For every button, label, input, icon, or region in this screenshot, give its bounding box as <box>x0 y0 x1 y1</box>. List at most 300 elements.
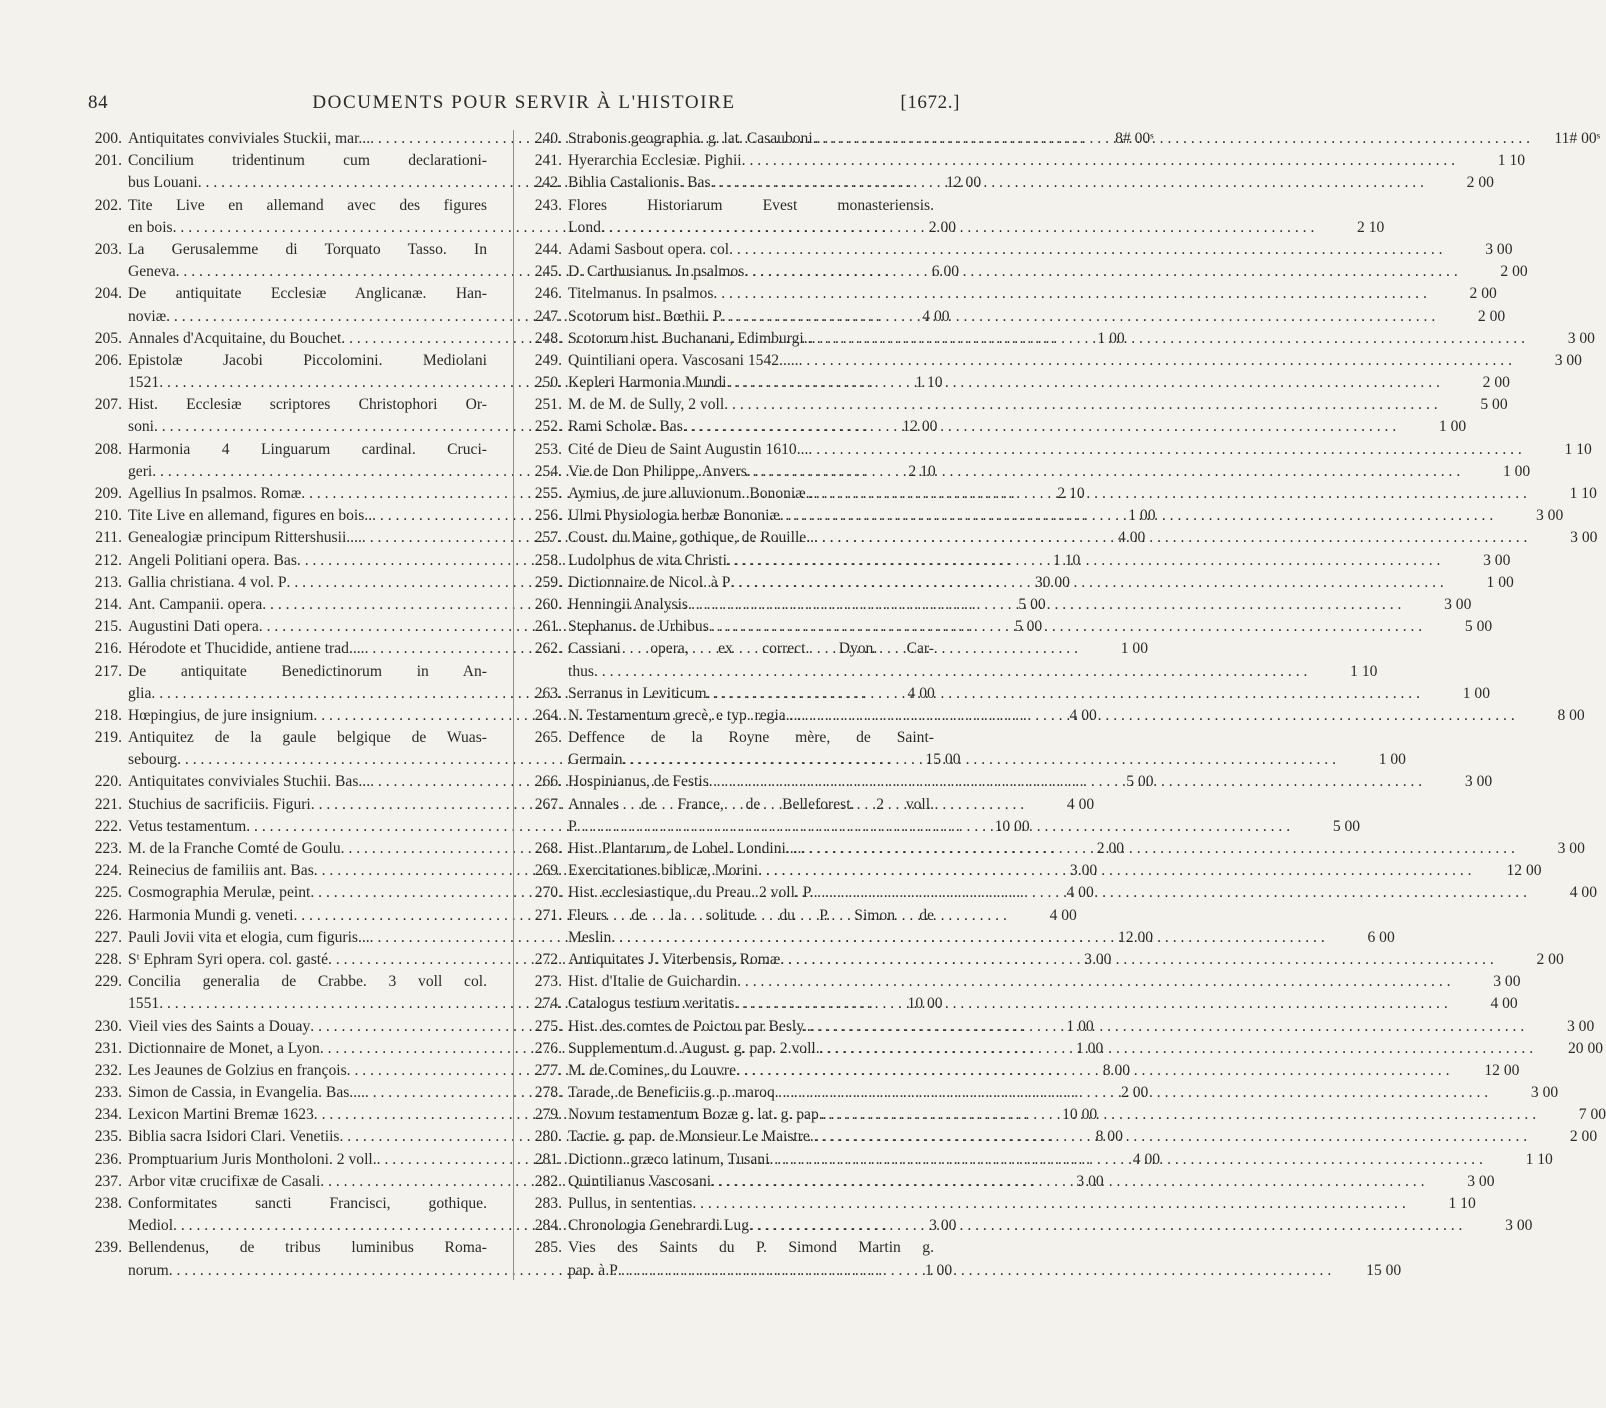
entry-price: 3 00 <box>1570 529 1598 547</box>
entry-title: D. Carthusianus. In psalmos <box>568 263 745 281</box>
entry-price: 1 00 <box>1438 418 1467 436</box>
entry-number: 264. <box>534 706 562 724</box>
entry-number: 232. <box>94 1061 122 1079</box>
entry-title: Conformitates sancti Francisci, gothique. <box>128 1195 487 1212</box>
entry-number: 279. <box>534 1106 562 1124</box>
entry-price: 3 00 <box>1483 551 1511 569</box>
catalog-entry <box>522 439 1592 461</box>
entry-title: bus Louani <box>128 174 198 192</box>
entry-title: Antiquitates conviviales Stuckii, mar... <box>128 130 371 147</box>
entry-price: 1 00 <box>1128 507 1156 525</box>
entry-price: 2 10 <box>1357 218 1385 236</box>
entry-number: 273. <box>534 973 562 991</box>
leader-dots <box>817 128 1530 150</box>
entry-price: 2 00 <box>928 218 957 236</box>
entry-price: 10 00 <box>907 995 943 1013</box>
catalog-entry <box>522 1171 1495 1193</box>
entry-price: 6 00 <box>1367 928 1395 946</box>
entry-number: 261. <box>534 618 562 636</box>
catalog-entry <box>522 150 1526 172</box>
leader-dots <box>727 372 1440 394</box>
entry-price: 20 00 <box>1568 1039 1604 1057</box>
entry-number: 252. <box>534 418 562 436</box>
entry-number: 235. <box>94 1128 122 1146</box>
entry-title: Biblia sacra Isidori Clari. Venetiis <box>128 1128 340 1146</box>
entry-number: 241. <box>534 152 562 170</box>
leader-dots <box>713 283 1426 305</box>
entry-number: 258. <box>534 551 562 569</box>
entry-number: 215. <box>94 618 122 636</box>
entry-title: Tarade, de Beneficiis g. p. maroq <box>568 1084 775 1102</box>
leader-dots <box>594 661 1307 683</box>
catalog-entry <box>522 350 1582 372</box>
entry-title: Lexicon Martini Bremæ 1623 <box>128 1106 314 1124</box>
entry-title: Chronologia Genebrardi Lug <box>568 1217 750 1235</box>
leader-dots <box>729 239 1442 261</box>
catalog-entry <box>522 993 1518 1015</box>
entry-title: Angeli Politiani opera. Bas <box>128 551 297 569</box>
entry-title: Tite Live en allemand, figures en bois.. <box>128 507 373 525</box>
entry-price: 5 00 <box>1018 595 1046 613</box>
entry-title: Vies des Saints du P. Simond Martin g. <box>568 1239 934 1257</box>
entry-number: 217. <box>94 662 122 680</box>
entry-title: Exercitationes biblicæ, Morini <box>568 862 759 880</box>
entry-price: 4 00 <box>1066 795 1095 813</box>
entry-number: 274. <box>534 995 562 1013</box>
entry-price: 2 00 <box>1469 285 1497 303</box>
entry-number: 283. <box>534 1195 562 1212</box>
entry-title: Vieil vies des Saints a Douay <box>128 1017 311 1035</box>
entry-number: 236. <box>94 1150 122 1168</box>
catalog-entry <box>522 239 1513 261</box>
entry-price: 1 10 <box>1350 662 1378 680</box>
entry-title: Rami Scholæ. Bas <box>568 418 683 436</box>
catalog-entry <box>522 1193 1476 1215</box>
entry-price: 2 00 <box>1569 1128 1598 1146</box>
entry-title: Dictionnaire de Monet, a Lyon <box>128 1039 320 1057</box>
entry-title: Simon de Cassia, in Evangelia. Bas.... <box>128 1084 365 1102</box>
entry-number: 228. <box>94 950 122 968</box>
leader-dots <box>823 1104 1536 1126</box>
entry-title: Antiquitez de la gaule belgique de Wuas- <box>128 729 487 747</box>
entry-number: 212. <box>94 551 122 569</box>
entry-number: 257. <box>534 529 562 547</box>
entry-price: 8 00 <box>1102 1061 1131 1079</box>
catalog-entry <box>522 394 1508 416</box>
entry-title: Les Jeaunes de Golzius en françois <box>128 1061 347 1079</box>
entry-price: 1 10 <box>1569 485 1597 502</box>
entry-number: 259. <box>534 573 562 591</box>
entry-title: Mediol <box>128 1217 174 1235</box>
entry-title: M. de M. de Sully, 2 voll <box>568 396 725 414</box>
entry-price: 5 00 <box>1464 618 1493 636</box>
entry-number: 242. <box>534 174 562 192</box>
entry-price: 3 00 <box>1493 973 1521 991</box>
entry-title: Reinecius de familiis ant. Bas <box>128 862 314 880</box>
entry-title: Vetus testamentum <box>128 817 247 835</box>
entry-price: 4 00 <box>1066 884 1094 902</box>
entry-price: 1 00 <box>1097 329 1125 347</box>
entry-price: 12 00 <box>1506 862 1542 880</box>
leader-dots <box>801 838 1514 860</box>
catalog-entry <box>522 616 1493 638</box>
entry-title: Pullus, in sententias <box>568 1195 693 1212</box>
entry-title: La Gerusalemme di Torquato Tasso. In <box>128 240 487 258</box>
entry-number: 272. <box>534 950 562 968</box>
entry-title: Hœpingius, de jure insignium <box>128 706 314 724</box>
entry-title: en bois <box>128 218 173 236</box>
entry-number: 270. <box>534 884 562 902</box>
entry-title: N. Testamentum grecè, e typ. regia.... <box>568 706 802 724</box>
leader-dots <box>813 483 1526 505</box>
leader-dots <box>742 150 1455 172</box>
entry-number: 213. <box>94 573 122 591</box>
entry-title: Pauli Jovii vita et elogia, cum figuris... <box>128 928 370 946</box>
entry-title: soni <box>128 418 154 436</box>
entry-title: Augustini Dati opera <box>128 618 259 636</box>
entry-price: 4 00 <box>1118 529 1146 547</box>
entry-price: 10 00 <box>1062 1106 1098 1124</box>
entry-title: Meslin <box>568 928 612 946</box>
entry-number: 285. <box>534 1239 562 1257</box>
entry-price: 15 00 <box>1366 1261 1402 1279</box>
entry-price: 3 00 <box>1485 240 1513 258</box>
leader-dots <box>814 527 1527 549</box>
entry-price: 2 10 <box>1057 485 1085 502</box>
entry-price: 8 00 <box>1095 1128 1123 1146</box>
entry-price: 2 00 <box>1500 263 1528 281</box>
leader-dots <box>727 550 1440 572</box>
entry-number: 246. <box>534 285 562 303</box>
entry-price: 2 00 <box>1121 1084 1149 1102</box>
entry-number: 203. <box>94 240 122 258</box>
entry-price: 12 00 <box>902 418 938 436</box>
leader-dots <box>618 1260 1331 1282</box>
entry-number: 204. <box>94 285 122 303</box>
entry-title: Scotorum hist. Bœthii. P <box>568 307 722 325</box>
entry-price: 3 00 <box>1464 773 1493 791</box>
leader-dots <box>811 1016 1524 1038</box>
entry-title: Quintiliani opera. Vascosani 1542..... <box>568 351 799 369</box>
entry-number: 240. <box>534 130 562 147</box>
entry-price: 3 00 <box>1467 1172 1495 1190</box>
entry-price: 4 00 <box>907 684 935 702</box>
leader-dots <box>808 439 1521 461</box>
entry-number: 255. <box>534 485 562 502</box>
entry-title: Hospinianus, de Festis <box>568 773 709 791</box>
leader-dots <box>814 1126 1527 1148</box>
entry-title: Hyerarchia Ecclesiæ. Pighii <box>568 152 742 170</box>
catalog-entry <box>82 816 1030 838</box>
catalog-entry <box>522 416 1467 438</box>
leader-dots <box>692 1193 1405 1215</box>
entry-title: Epistolæ Jacobi Piccolomini. Mediolani <box>128 351 487 369</box>
entry-number: 202. <box>94 196 122 214</box>
leader-dots <box>780 949 1493 971</box>
entry-number: 271. <box>534 906 562 924</box>
entry-price: 1 10 <box>1053 551 1081 569</box>
entry-title: Tite Live en allemand avec des figures <box>128 196 487 214</box>
entry-title: M. de la Franche Comté de Goulu <box>128 840 341 857</box>
leader-dots <box>724 394 1437 416</box>
entry-number: 245. <box>534 263 562 281</box>
entry-title: Bellendenus, de tribus luminibus Roma- <box>128 1239 487 1257</box>
leader-dots <box>707 683 1420 705</box>
entry-title: noviæ <box>128 307 167 325</box>
leader-dots <box>709 771 1422 793</box>
entry-number: 229. <box>94 973 122 991</box>
entry-title: Catalogus testium veritatis <box>568 995 735 1013</box>
entry-title: Aymius, de jure alluvionum. Bononiæ.. <box>568 485 814 502</box>
entry-title: Hist. d'Italie de Guichardin <box>568 973 738 991</box>
entry-price: 1 10 <box>1564 440 1592 458</box>
entry-number: 218. <box>94 706 122 724</box>
catalog-entry <box>522 461 1531 483</box>
leader-dots <box>688 594 1401 616</box>
entry-title: Promptuarium Juris Montholoni. 2 voll. <box>128 1150 377 1168</box>
entry-price: 1 00 <box>1462 684 1490 702</box>
entry-number: 233. <box>94 1084 122 1102</box>
entry-title: pap. à P <box>568 1261 618 1279</box>
catalog-entry <box>522 1215 1533 1237</box>
leader-dots <box>799 350 1512 372</box>
entry-number: 281. <box>534 1150 562 1168</box>
leader-dots <box>611 927 1324 949</box>
entry-price: 3 00 <box>929 1217 957 1235</box>
entry-title: Ludolphus de vita Christi <box>568 551 727 569</box>
entry-price: 12 00 <box>946 174 982 192</box>
entry-title: Geneva <box>128 263 176 281</box>
entry-number: 224. <box>94 862 122 880</box>
leader-dots <box>711 172 1424 194</box>
entry-number: 278. <box>534 1084 562 1102</box>
leader-dots <box>812 328 1525 350</box>
entry-number: 210. <box>94 507 122 525</box>
entry-price: 2 00 <box>1477 307 1506 325</box>
entry-title: Kepleri Harmonia Mundi <box>568 374 727 392</box>
entry-price: 2 00 <box>1096 840 1125 857</box>
entry-title: Antiquitates conviviales Stuchii. Bas... <box>128 773 371 791</box>
entry-number: 268. <box>534 840 562 857</box>
entry-number: 205. <box>94 329 122 347</box>
entry-price: 3 00 <box>1557 840 1585 857</box>
entry-title: Flores Historiarum Evest monasteriensis. <box>568 196 934 214</box>
leader-dots <box>775 1082 1488 1104</box>
entry-price: 4 00 <box>1069 706 1097 724</box>
leader-dots <box>734 993 1447 1015</box>
entry-number: 238. <box>94 1195 122 1212</box>
entry-price: 1 00 <box>1378 751 1406 769</box>
entry-price: 2 00 <box>1466 174 1494 192</box>
catalog-entry <box>522 882 1597 904</box>
entry-price: 4 00 <box>922 307 950 325</box>
catalog-entry <box>522 372 1510 394</box>
entry-title: Stephanus. de Urbibus <box>568 618 709 636</box>
entry-number: 222. <box>94 817 122 835</box>
entry-title: Cosmographia Merulæ, peint <box>128 884 311 902</box>
entry-price: 5 00 <box>1126 773 1154 791</box>
entry-title: Harmonia 4 Linguarum cardinal. Cruci- <box>128 440 487 458</box>
entry-price: 1 00 <box>1066 1017 1094 1035</box>
entry-price: 30 00 <box>1034 573 1070 591</box>
entry-number: 230. <box>94 1017 122 1035</box>
entry-title: Hist. ecclesiastique, du Preau. 2 voll. P. <box>568 884 814 902</box>
entry-number: 239. <box>94 1239 122 1257</box>
entry-title: Concilia generalia de Crabbe. 3 voll col. <box>128 973 487 991</box>
entry-price: 1 00 <box>1502 462 1531 480</box>
entry-number: 200. <box>94 130 122 147</box>
entry-price: 2 00 <box>1482 374 1510 392</box>
catalog-entry <box>522 971 1521 993</box>
entry-number: 249. <box>534 351 562 369</box>
entry-price: 4 00 <box>1569 884 1597 902</box>
entry-number: 284. <box>534 1217 562 1235</box>
entry-title: thus <box>568 662 594 680</box>
entry-number: 206. <box>94 351 122 369</box>
entry-price: 3 00 <box>1076 1172 1104 1190</box>
entry-price: 1 00 <box>924 1261 953 1279</box>
entry-title: De antiquitate Ecclesiæ Anglicanæ. Han- <box>128 285 487 303</box>
leader-dots <box>749 1215 1462 1237</box>
entry-price: 3 00 <box>1084 950 1112 968</box>
entry-number: 263. <box>534 684 562 702</box>
entry-number: 225. <box>94 884 122 902</box>
leader-dots <box>730 572 1443 594</box>
entry-number: 266. <box>534 773 562 791</box>
entry-price: 3 00 <box>1535 507 1564 525</box>
entry-price: 2 10 <box>908 462 936 480</box>
entry-price: 1 00 <box>1075 1039 1104 1057</box>
entry-price: 1 00 <box>1486 573 1514 591</box>
entry-number: 250. <box>534 374 562 392</box>
entry-price: 7 00 <box>1578 1106 1606 1124</box>
entry-title: Coust. du Maine, gothique, de Rouille.. <box>568 529 815 547</box>
entry-title: Hist. des comtes de Poictou par Besly.. <box>568 1017 811 1035</box>
entry-number: 221. <box>94 795 122 813</box>
entry-title: Dictionn. græco latinum, Tusani <box>568 1150 770 1168</box>
entry-title: 1521 <box>128 374 160 392</box>
entry-price: 11# 00ˢ <box>1554 130 1601 147</box>
leader-dots <box>601 217 1314 239</box>
entry-price: 1 10 <box>915 374 943 392</box>
entry-title: Stuchius de sacrificiis. Figuri <box>128 795 311 813</box>
entry-number: 276. <box>534 1039 562 1057</box>
page-title: DOCUMENTS POUR SERVIR À L'HISTOIRE <box>312 92 736 113</box>
entry-number: 280. <box>534 1128 562 1146</box>
entry-title: norum <box>128 1261 169 1279</box>
page-header <box>88 92 960 122</box>
entry-title: Arbor vitæ crucifixæ de Casali <box>128 1172 321 1190</box>
entry-number: 243. <box>534 196 562 214</box>
entry-number: 231. <box>94 1039 122 1057</box>
entry-title: Hérodote et Thucidide, antiene trad.... <box>128 640 365 658</box>
entry-number: 216. <box>94 640 122 658</box>
page-year: [1672.] <box>900 92 960 113</box>
entry-number: 208. <box>94 440 122 458</box>
entry-number: 282. <box>534 1172 562 1190</box>
entry-number: 201. <box>94 152 122 170</box>
entry-title: M. de Comines, du Louvre <box>568 1061 737 1079</box>
leader-dots <box>820 1038 1533 1060</box>
entry-title: Adami Sasbout opera. col <box>568 240 730 258</box>
leader-dots <box>711 1171 1424 1193</box>
entry-title: Hist. Plantarum, de Lobel. Londini.... <box>568 840 802 857</box>
entry-title: Supplementum d. August. g. pap. 2 voll. <box>568 1039 820 1057</box>
entry-title: 1551 <box>128 995 160 1013</box>
leader-dots <box>758 860 1471 882</box>
leader-dots <box>780 505 1493 527</box>
entry-price: 12 00 <box>1484 1061 1520 1079</box>
entry-title: Annales de France, de Belleforest. 2 voll. <box>568 795 934 813</box>
entry-price: 1 10 <box>1525 1150 1553 1168</box>
entry-number: 209. <box>94 485 122 502</box>
leader-dots <box>577 816 1290 838</box>
entry-title: geri <box>128 462 153 480</box>
entry-title: P <box>568 817 577 835</box>
entry-price: 3 00 <box>1566 1017 1595 1035</box>
leader-dots <box>683 416 1396 438</box>
entry-number: 260. <box>534 595 562 613</box>
entry-number: 265. <box>534 729 562 747</box>
entry-price: 2 00 <box>1536 950 1564 968</box>
entry-number: 248. <box>534 329 562 347</box>
entry-price: 3 00 <box>1554 351 1582 369</box>
entry-price: 1 10 <box>1448 1195 1476 1212</box>
entry-number: 254. <box>534 462 562 480</box>
entry-title: Cassiani opera, ex correct. Dyon. Car- <box>568 640 934 658</box>
catalog-entry <box>522 683 1490 705</box>
entry-title: Germain <box>568 751 623 769</box>
entry-title: Dictionnaire de Nicol. à P <box>568 573 731 591</box>
entry-title: Harmonia Mundi g. veneti <box>128 906 294 924</box>
entry-title: Quintilianus Vascosani <box>568 1172 712 1190</box>
entry-title: Titelmanus. In psalmos <box>568 285 714 303</box>
entry-price: 4 00 <box>1490 995 1518 1013</box>
entry-title: Concilium tridentinum cum declarationi- <box>128 152 487 170</box>
leader-dots <box>801 705 1514 727</box>
entry-title: Sᵗ Ephram Syri opera. col. gasté <box>128 950 329 968</box>
entry-number: 253. <box>534 440 562 458</box>
entry-title: sebourg <box>128 751 178 769</box>
entry-price: 8# 00ˢ <box>1115 130 1154 147</box>
column-divider <box>513 130 514 1280</box>
entry-title: Tactie. g. pap. de Monsieur Le Maistre. <box>568 1128 814 1146</box>
entry-title: Hist. Ecclesiæ scriptores Christophori Or- <box>128 396 487 414</box>
leader-dots <box>747 461 1460 483</box>
entry-title: Annales d'Acquitaine, du Bouchet <box>128 329 342 347</box>
entry-number: 275. <box>534 1017 562 1035</box>
entry-title: Fleurs de la solitude du P. Simon de <box>568 906 934 924</box>
entry-title: Cité de Dieu de Saint Augustin 1610... <box>568 440 809 458</box>
leader-dots <box>623 749 1336 771</box>
entry-title: Henningii Analysis <box>568 595 688 613</box>
entry-number: 207. <box>94 396 122 414</box>
entry-number: 267. <box>534 795 562 813</box>
entry-price: 3 00 <box>1530 1084 1559 1102</box>
entry-number: 223. <box>94 840 122 857</box>
entry-number: 214. <box>94 595 122 613</box>
entry-number: 269. <box>534 862 562 880</box>
entry-number: 247. <box>534 307 562 325</box>
leader-dots <box>736 1060 1449 1082</box>
entry-number: 262. <box>534 640 562 658</box>
leader-dots <box>814 882 1527 904</box>
entry-price: 4 00 <box>1132 1150 1161 1168</box>
entry-title: De antiquitate Benedictinorum in An- <box>128 662 487 680</box>
entry-number: 227. <box>94 928 122 946</box>
entry-price: 5 00 <box>1332 817 1361 835</box>
leader-dots <box>722 306 1435 328</box>
